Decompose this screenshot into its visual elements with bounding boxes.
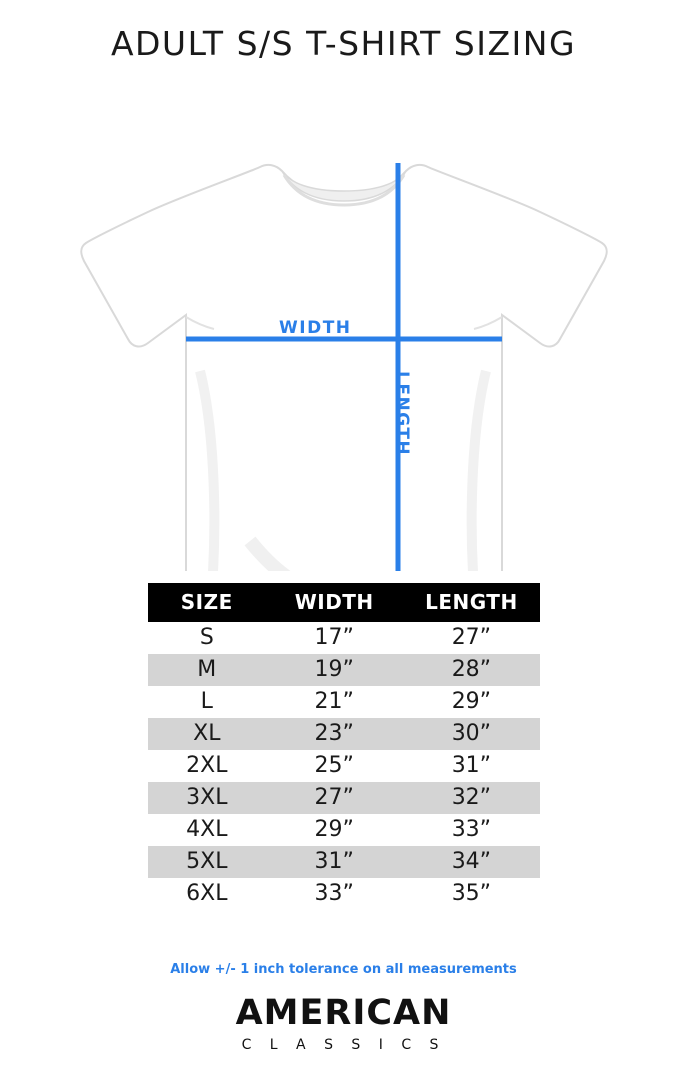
shirt-diagram (0, 71, 687, 571)
table-header-row (148, 583, 540, 622)
brand-name: AMERICAN (235, 993, 452, 1033)
cell-length: 35” (403, 878, 540, 910)
cell-width: 27” (266, 782, 403, 814)
cell-size: M (148, 654, 266, 686)
cell-length: 29” (403, 686, 540, 718)
table-row (148, 686, 540, 718)
table-row (148, 622, 540, 654)
cell-size: S (148, 622, 266, 654)
header-length: LENGTH (403, 583, 540, 622)
table-row (148, 718, 540, 750)
cell-size: 6XL (148, 878, 266, 910)
cell-width: 23” (266, 718, 403, 750)
cell-size: 3XL (148, 782, 266, 814)
cell-width: 31” (266, 846, 403, 878)
cell-width: 21” (266, 686, 403, 718)
header-size: SIZE (148, 583, 266, 622)
brand-logo (0, 993, 687, 1053)
table-row (148, 782, 540, 814)
size-table (148, 583, 540, 910)
cell-size: 5XL (148, 846, 266, 878)
cell-size: 4XL (148, 814, 266, 846)
cell-width: 25” (266, 750, 403, 782)
tolerance-note: Allow +/- 1 inch tolerance on all measurements (170, 962, 517, 977)
size-table-container (148, 583, 540, 910)
cell-length: 31” (403, 750, 540, 782)
cell-length: 33” (403, 814, 540, 846)
cell-length: 34” (403, 846, 540, 878)
cell-width: 17” (266, 622, 403, 654)
table-row (148, 814, 540, 846)
cell-length: 32” (403, 782, 540, 814)
header-width: WIDTH (266, 583, 403, 622)
page-title: ADULT S/S T-SHIRT SIZING (110, 24, 577, 63)
cell-size: 2XL (148, 750, 266, 782)
table-row (148, 750, 540, 782)
cell-size: XL (148, 718, 266, 750)
size-table-head (148, 583, 540, 622)
width-label: WIDTH (279, 318, 352, 338)
table-row (148, 878, 540, 910)
table-row (148, 654, 540, 686)
cell-width: 33” (266, 878, 403, 910)
size-table-body (148, 622, 540, 910)
table-row (148, 846, 540, 878)
cell-width: 19” (266, 654, 403, 686)
cell-length: 28” (403, 654, 540, 686)
cell-length: 30” (403, 718, 540, 750)
brand-subtitle: C L A S S I C S (241, 1037, 446, 1053)
cell-size: L (148, 686, 266, 718)
cell-length: 27” (403, 622, 540, 654)
length-label: LENGTH (392, 371, 412, 457)
cell-width: 29” (266, 814, 403, 846)
